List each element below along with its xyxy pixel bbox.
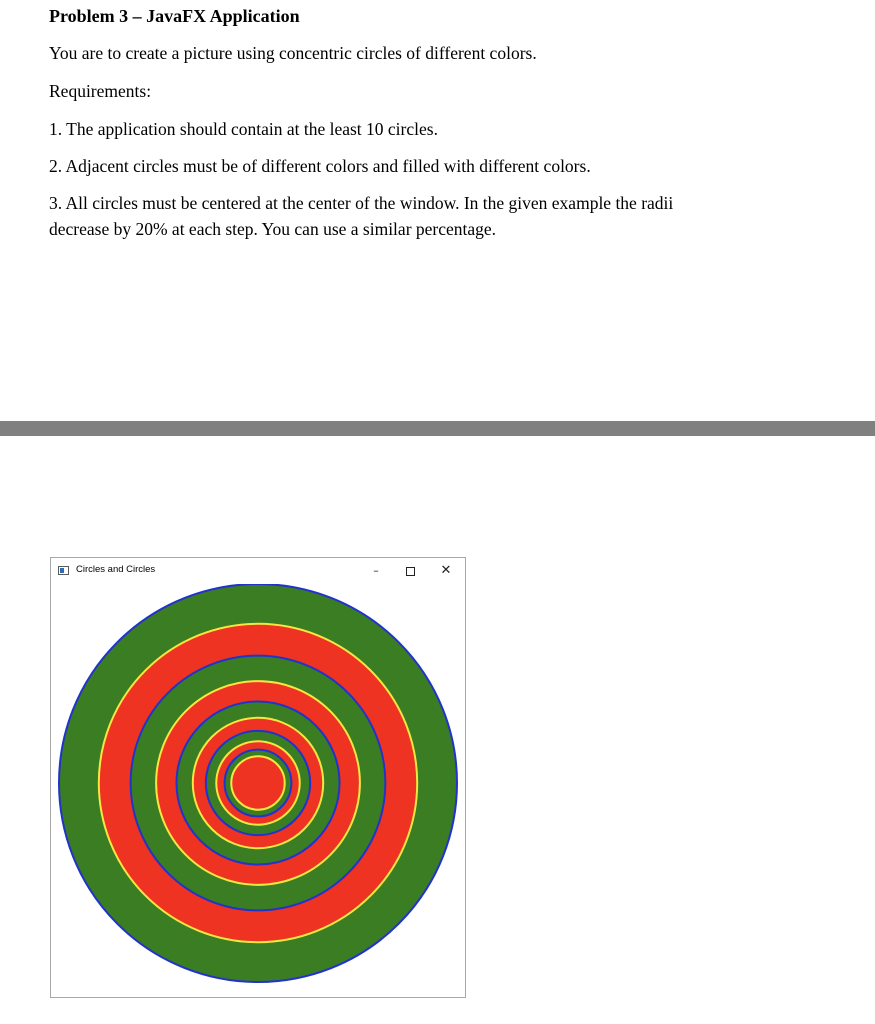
app-icon (58, 566, 69, 575)
page-divider (0, 421, 875, 436)
javafx-window[interactable] (50, 557, 466, 998)
window-title: Circles and Circles (76, 564, 156, 575)
window-titlebar[interactable] (51, 558, 465, 584)
concentric-circle-10 (231, 756, 284, 809)
requirement-3: 3. All circles must be centered at the center of the window. In the given example the radii (49, 193, 674, 213)
minimize-button[interactable]: – (373, 564, 379, 577)
requirement-1: 1. The application should contain at the least 10 circles. (49, 119, 438, 139)
requirements-heading: Requirements: (49, 81, 152, 101)
maximize-icon (406, 567, 415, 576)
requirement-2: 2. Adjacent circles must be of different colors and filled with different colors. (49, 156, 591, 176)
circles-canvas (51, 584, 465, 997)
intro-text: You are to create a picture using concentric circles of different colors. (49, 43, 537, 63)
close-button[interactable]: ✕ (440, 563, 452, 578)
problem-title: Problem 3 – JavaFX Application (49, 6, 300, 26)
requirement-3-continued: decrease by 20% at each step. You can use a similar percentage. (49, 219, 497, 239)
maximize-button[interactable] (395, 562, 425, 580)
